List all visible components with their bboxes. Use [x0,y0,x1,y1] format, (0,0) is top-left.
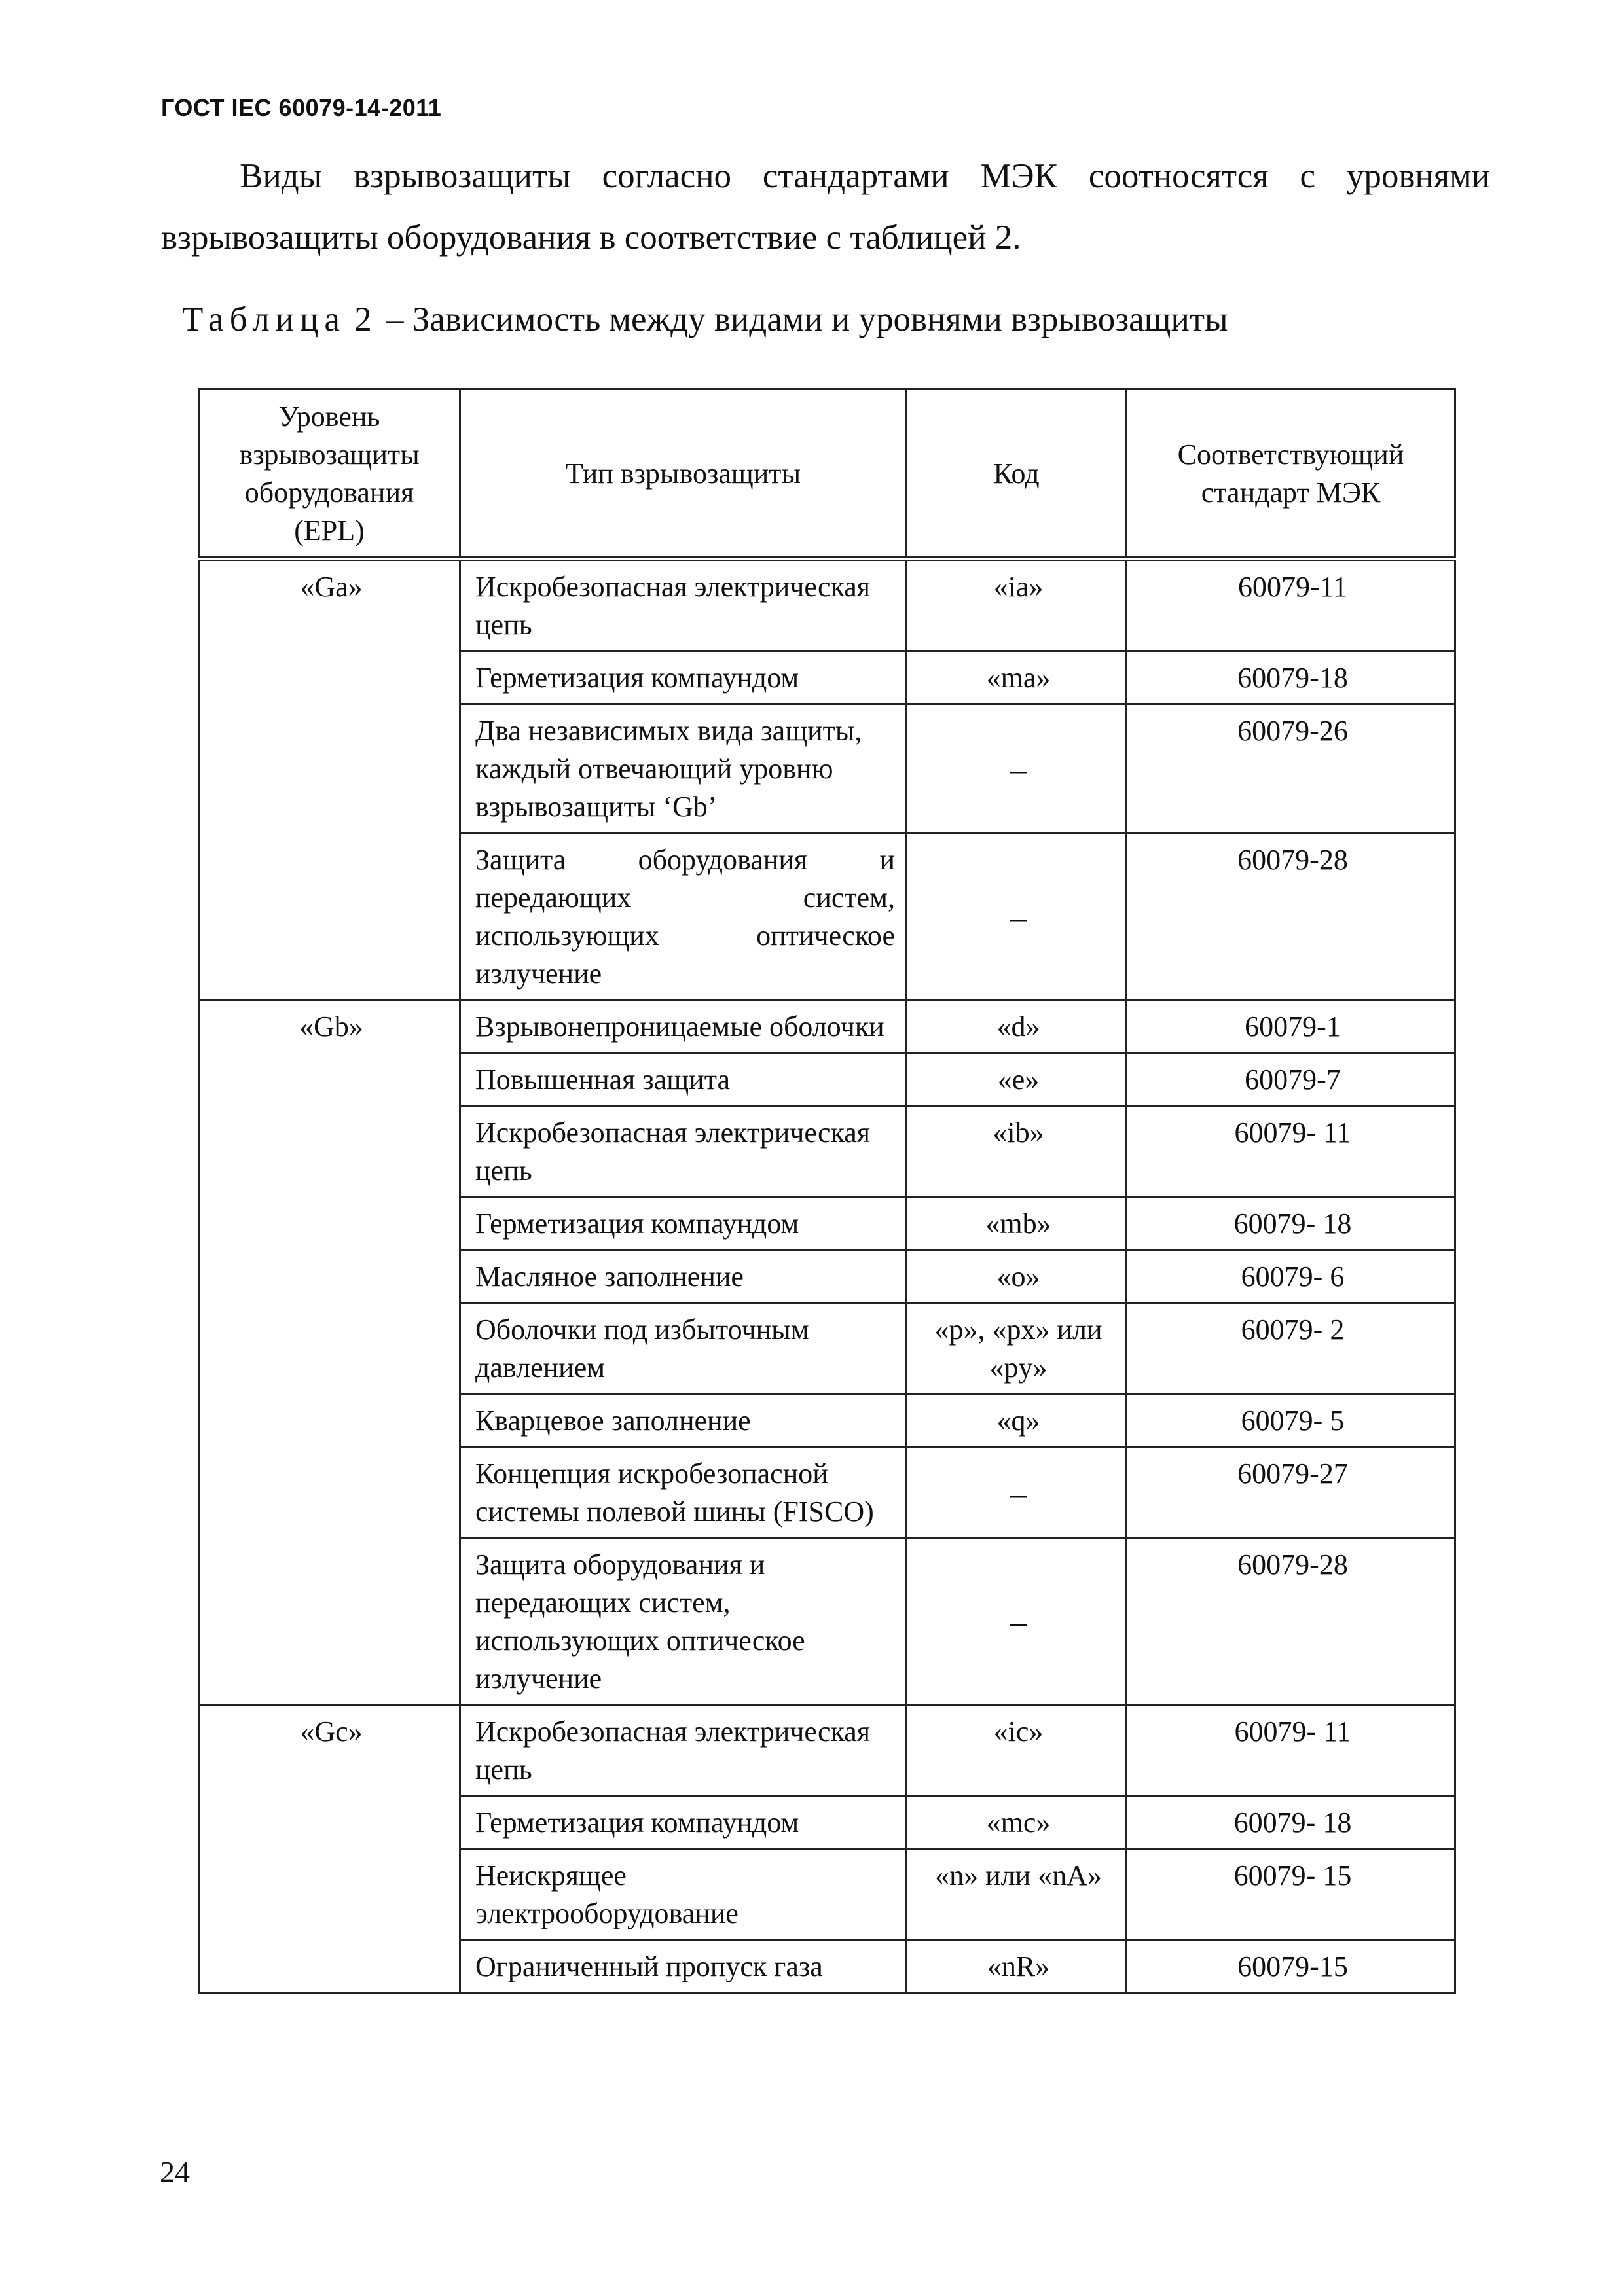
code-cell: – [907,833,1127,1000]
type-cell: Защита оборудования и передающих систем, использующих оптическое излучение [460,833,907,1000]
code-cell: «q» [907,1394,1127,1447]
std-cell: 60079- 2 [1127,1303,1455,1394]
type-cell: Герметизация компаундом [460,651,907,704]
code-cell: «mb» [907,1197,1127,1250]
intro-paragraph: Виды взрывозащиты согласно стандартами МЭК соотносятся с уровнями взрывозащиты оборудования в соответствие с таблицей 2. [161,157,1490,257]
std-cell: 60079-11 [1127,559,1455,651]
code-cell: «n» или «nA» [907,1849,1127,1940]
type-cell: Герметизация компаундом [460,1796,907,1849]
std-cell: 60079-15 [1127,1940,1455,1993]
header-std: Соответствующий стандарт МЭК [1127,389,1455,559]
table-row [199,559,1455,651]
type-cell: Ограниченный пропуск газа [460,1940,907,1993]
std-cell: 60079- 6 [1127,1250,1455,1303]
epl-cell: «Gb» [199,1000,460,1705]
code-cell: «o» [907,1250,1127,1303]
code-cell: – [907,1447,1127,1538]
type-cell: Кварцевое заполнение [460,1394,907,1447]
std-cell: 60079- 5 [1127,1394,1455,1447]
type-cell: Взрывонепроницаемые оболочки [460,1000,907,1053]
code-cell: «e» [907,1053,1127,1106]
type-cell: Оболочки под избыточным давлением [460,1303,907,1394]
code-cell: «ma» [907,651,1127,704]
std-cell: 60079-27 [1127,1447,1455,1538]
type-cell: Масляное заполнение [460,1250,907,1303]
std-cell: 60079- 11 [1127,1106,1455,1197]
page-number: 24 [160,2155,190,2189]
caption-label: Таблица [182,300,346,338]
std-cell: 60079-7 [1127,1053,1455,1106]
std-cell: 60079-28 [1127,1538,1455,1705]
code-cell: «ib» [907,1106,1127,1197]
code-cell: «ic» [907,1705,1127,1796]
type-cell: Защита оборудования и передающих систем, использующих оптическое излучение [460,1538,907,1705]
type-cell: Два независимых вида защиты, каждый отвечающий уровню взрывозащиты ‘Gb’ [460,704,907,833]
code-cell: «ia» [907,559,1127,651]
table-header-row [199,389,1455,559]
caption-title: – Зависимость между видами и уровнями взрывозащиты [377,300,1228,338]
header-type: Тип взрывозащиты [460,389,907,559]
std-cell: 60079- 15 [1127,1849,1455,1940]
caption-number: 2 [354,300,378,338]
type-cell: Герметизация компаундом [460,1197,907,1250]
header-code: Код [907,389,1127,559]
std-cell: 60079- 18 [1127,1197,1455,1250]
epl-cell: «Gc» [199,1705,460,1993]
table-row [199,1705,1455,1796]
type-cell: Искробезопасная электрическая цепь [460,559,907,651]
code-cell: – [907,1538,1127,1705]
std-cell: 60079- 18 [1127,1796,1455,1849]
document-header: ГОСТ IEC 60079-14-2011 [161,94,442,121]
std-cell: 60079-18 [1127,651,1455,704]
table-caption [182,300,1228,339]
std-cell: 60079- 11 [1127,1705,1455,1796]
code-cell: «d» [907,1000,1127,1053]
code-cell: «nR» [907,1940,1127,1993]
type-cell: Неискрящее электрооборудование [460,1849,907,1940]
type-cell: Концепция искробезопасной системы полевой шины (FISCO) [460,1447,907,1538]
protection-levels-table [198,388,1456,1994]
type-cell: Искробезопасная электрическая цепь [460,1705,907,1796]
table-row [199,1000,1455,1053]
epl-cell: «Ga» [199,559,460,1000]
code-cell: «p», «px» или «py» [907,1303,1127,1394]
code-cell: «mc» [907,1796,1127,1849]
std-cell: 60079-1 [1127,1000,1455,1053]
code-cell: – [907,704,1127,833]
type-cell: Искробезопасная электрическая цепь [460,1106,907,1197]
header-epl: Уровень взрывозащиты оборудования (EPL) [199,389,460,559]
std-cell: 60079-26 [1127,704,1455,833]
type-cell: Повышенная защита [460,1053,907,1106]
std-cell: 60079-28 [1127,833,1455,1000]
